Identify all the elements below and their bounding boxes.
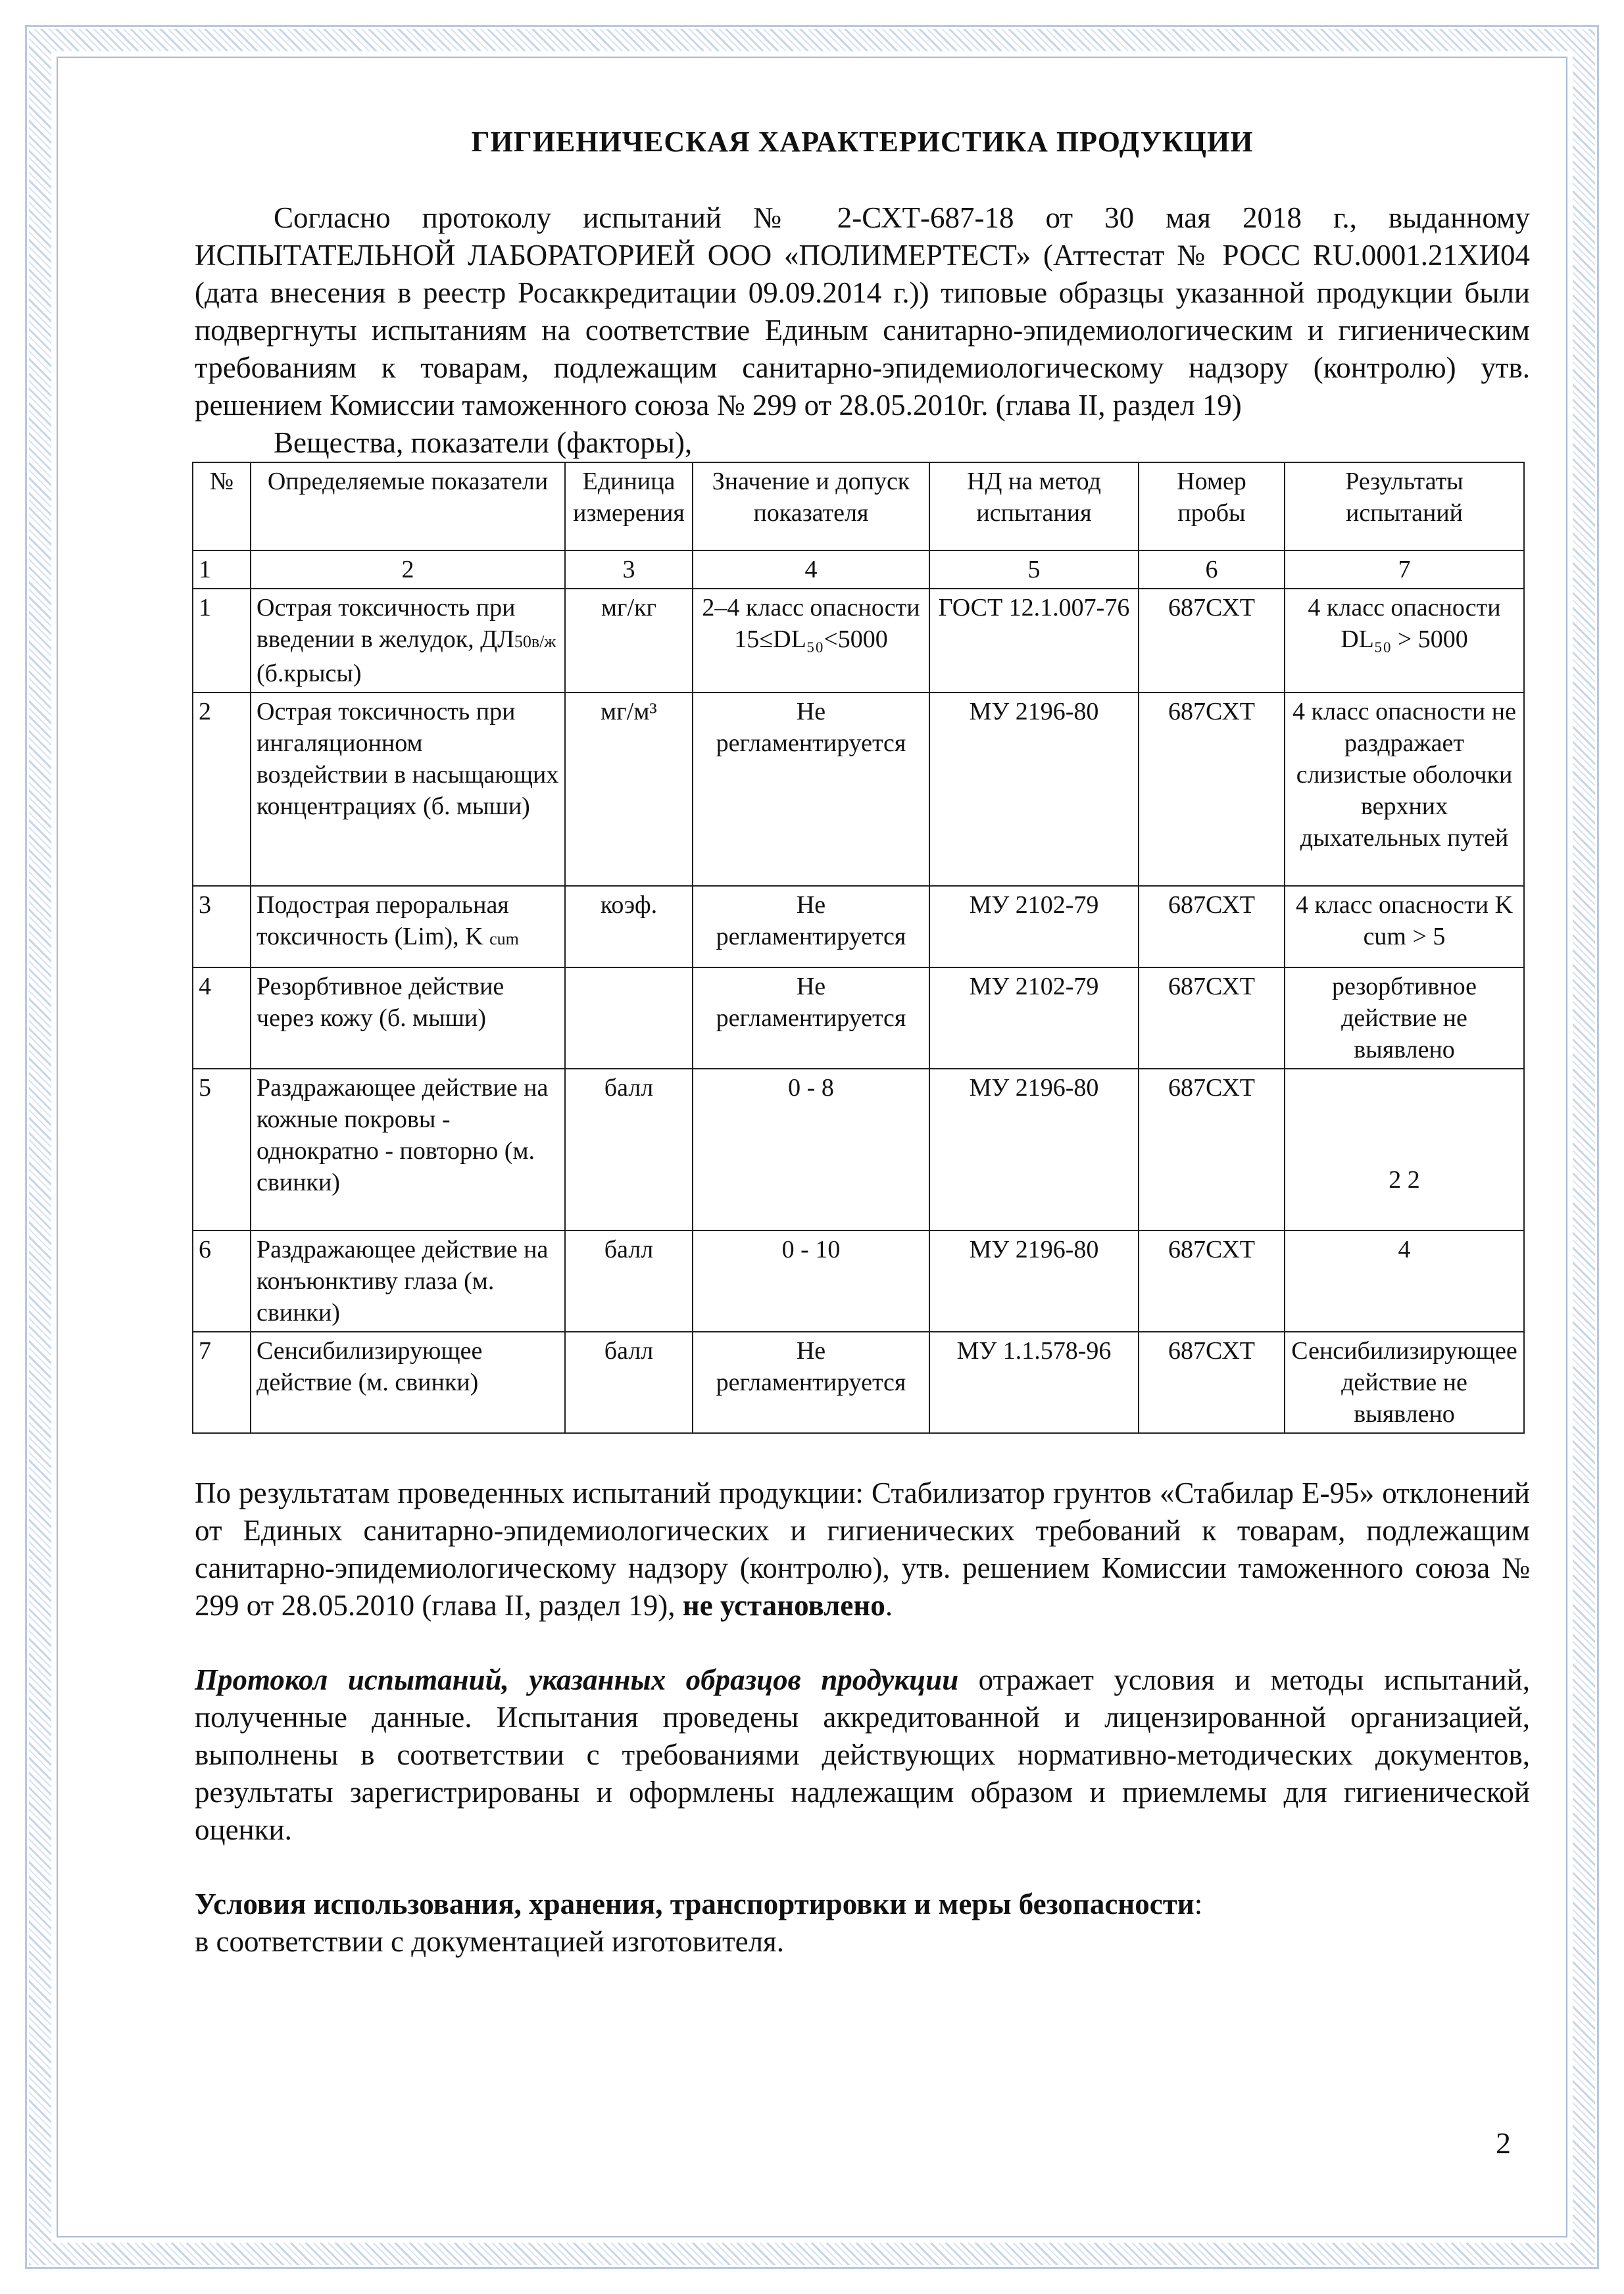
row-number: 4: [193, 967, 251, 1069]
value-cell: 2–4 класс опасности 15≤DL₅₀<5000: [693, 589, 929, 693]
column-number: 3: [565, 550, 693, 589]
unit-cell: балл: [565, 1231, 693, 1332]
result-cell: 4 класс опасности не раздражает слизистые оболочки верхних дыхательных путей: [1285, 693, 1524, 886]
header-cell: Номер пробы: [1139, 462, 1285, 550]
indicator-cell: Острая токсичность при ингаляционном воздействии в насыщающих концентрациях (б. мыши): [251, 693, 565, 886]
indicator-cell: Сенсибилизирующее действие (м. свинки): [251, 1332, 565, 1433]
row-number: 2: [193, 693, 251, 886]
results-table: [192, 462, 1525, 1434]
unit-cell: [565, 967, 693, 1069]
result-cell: Сенсибилизирующее действие не выявлено: [1285, 1332, 1524, 1433]
unit-cell: балл: [565, 1069, 693, 1231]
value-cell: 0 - 10: [693, 1231, 929, 1332]
result-cell: резорбтивное действие не выявлено: [1285, 967, 1524, 1069]
sample-cell: 687СХТ: [1139, 1231, 1285, 1332]
conditions-paragraph: Условия использования, хранения, транспортировки и меры безопасности: в соответствии с документацией изготовителя.: [195, 1888, 1203, 1958]
row-number: 5: [193, 1069, 251, 1231]
table-row: [193, 589, 1524, 693]
value-cell: Не регламентируется: [693, 693, 929, 886]
method-cell: МУ 2196-80: [929, 1069, 1139, 1231]
table-row: [193, 886, 1524, 967]
header-cell: Значение и допуск показателя: [693, 462, 929, 550]
header-cell: №: [193, 462, 251, 550]
column-number: 1: [193, 550, 251, 589]
unit-cell: балл: [565, 1332, 693, 1433]
table-header-row: [193, 462, 1524, 550]
method-cell: МУ 2102-79: [929, 886, 1139, 967]
table-row: [193, 1231, 1524, 1332]
indicator-cell: Раздражающее действие на конъюнктиву глаза (м. свинки): [251, 1231, 565, 1332]
row-number: 6: [193, 1231, 251, 1332]
header-cell: Определяемые показатели: [251, 462, 565, 550]
document-body: [195, 125, 1530, 1961]
header-cell: Результаты испытаний: [1285, 462, 1524, 550]
result-cell: 4 класс опасности K cum > 5: [1285, 886, 1524, 967]
header-cell: Единица измерения: [565, 462, 693, 550]
row-number: 7: [193, 1332, 251, 1433]
row-number: 3: [193, 886, 251, 967]
value-cell: 0 - 8: [693, 1069, 929, 1231]
method-cell: МУ 2196-80: [929, 1231, 1139, 1332]
page-number: 2: [1496, 2126, 1511, 2160]
table-row: [193, 693, 1524, 886]
row-number: 1: [193, 589, 251, 693]
indicator-cell: Резорбтивное действие через кожу (б. мыши): [251, 967, 565, 1069]
value-cell: Не регламентируется: [693, 967, 929, 1069]
result-cell: 4 класс опасности DL₅₀ > 5000: [1285, 589, 1524, 693]
column-number: 4: [693, 550, 929, 589]
table-row: [193, 1069, 1524, 1231]
column-number: 6: [1139, 550, 1285, 589]
column-number-row: [193, 550, 1524, 589]
sample-cell: 687СХТ: [1139, 693, 1285, 886]
conditions-heading: Условия использования, хранения, транспортировки и меры безопасности: [195, 1888, 1194, 1920]
column-number: 7: [1285, 550, 1524, 589]
column-number: 2: [251, 550, 565, 589]
sample-cell: 687СХТ: [1139, 1332, 1285, 1433]
sample-cell: 687СХТ: [1139, 589, 1285, 693]
sample-cell: 687СХТ: [1139, 967, 1285, 1069]
protocol-lead: Протокол испытаний, указанных образцов продукции: [195, 1663, 959, 1696]
sample-cell: 687СХТ: [1139, 886, 1285, 967]
header-cell: НД на метод испытания: [929, 462, 1139, 550]
value-cell: Не регламентируется: [693, 886, 929, 967]
method-cell: МУ 1.1.578-96: [929, 1332, 1139, 1433]
column-number: 5: [929, 550, 1139, 589]
table-caption: Вещества, показатели (факторы),: [274, 426, 693, 459]
protocol-paragraph: Протокол испытаний, указанных образцов продукции отражает условия и методы испытаний, полученные данные. Испытания проведены аккредитованной и лицензированной организацией, выполнены в соответствии с требованиями действующих нормативно-методических документов, результаты зарегистрированы и оформлены надлежащим образом и приемлемы для гигиенической оценки.: [195, 1663, 1530, 1846]
conclusion-paragraph: По результатам проведенных испытаний продукции: Стабилизатор грунтов «Стабилар Е-95» отклонений от Единых санитарно-эпидемиологических и гигиенических требований к товарам, подлежащим санитарно-эпидемиологическому надзору (контролю), утв. решением Комиссии таможенного союза № 299 от 28.05.2010 (глава II, раздел 19), не установлено.: [195, 1476, 1530, 1622]
result-cell: 2 2: [1285, 1069, 1524, 1231]
unit-cell: мг/кг: [565, 589, 693, 693]
sample-cell: 687СХТ: [1139, 1069, 1285, 1231]
method-cell: ГОСТ 12.1.007-76: [929, 589, 1139, 693]
indicator-cell: Острая токсичность при введении в желудок, ДЛ50в/ж (б.крысы): [251, 589, 565, 693]
table-row: [193, 967, 1524, 1069]
method-cell: МУ 2196-80: [929, 693, 1139, 886]
indicator-cell: Раздражающее действие на кожные покровы - однократно - повторно (м. свинки): [251, 1069, 565, 1231]
conclusion-verdict: не установлено: [682, 1589, 885, 1622]
method-cell: МУ 2102-79: [929, 967, 1139, 1069]
result-cell: 4: [1285, 1231, 1524, 1332]
intro-paragraph: Согласно протоколу испытаний № 2-СХТ-687-18 от 30 мая 2018 г., выданному ИСПЫТАТЕЛЬНОЙ ЛАБОРАТОРИЕЙ ООО «ПОЛИМЕРТЕСТ» (Аттестат № РОСС RU.0001.21ХИ04 (дата внесения в реестр Росаккредитации 09.09.2014 г.)) типовые образцы указанной продукции были подвергнуты испытаниям на соответствие Единым санитарно-эпидемиологическим и гигиеническим требованиям к товарам, подлежащим санитарно-эпидемиологическому надзору (контролю) утв. решением Комиссии таможенного союза № 299 от 28.05.2010г. (глава II, раздел 19): [195, 201, 1530, 422]
document-title: ГИГИЕНИЧЕСКАЯ ХАРАКТЕРИСТИКА ПРОДУКЦИИ: [471, 126, 1254, 158]
value-cell: Не регламентируется: [693, 1332, 929, 1433]
unit-cell: коэф.: [565, 886, 693, 967]
table-row: [193, 1332, 1524, 1433]
unit-cell: мг/м³: [565, 693, 693, 886]
indicator-cell: Подострая пероральная токсичность (Lim), K cum: [251, 886, 565, 967]
